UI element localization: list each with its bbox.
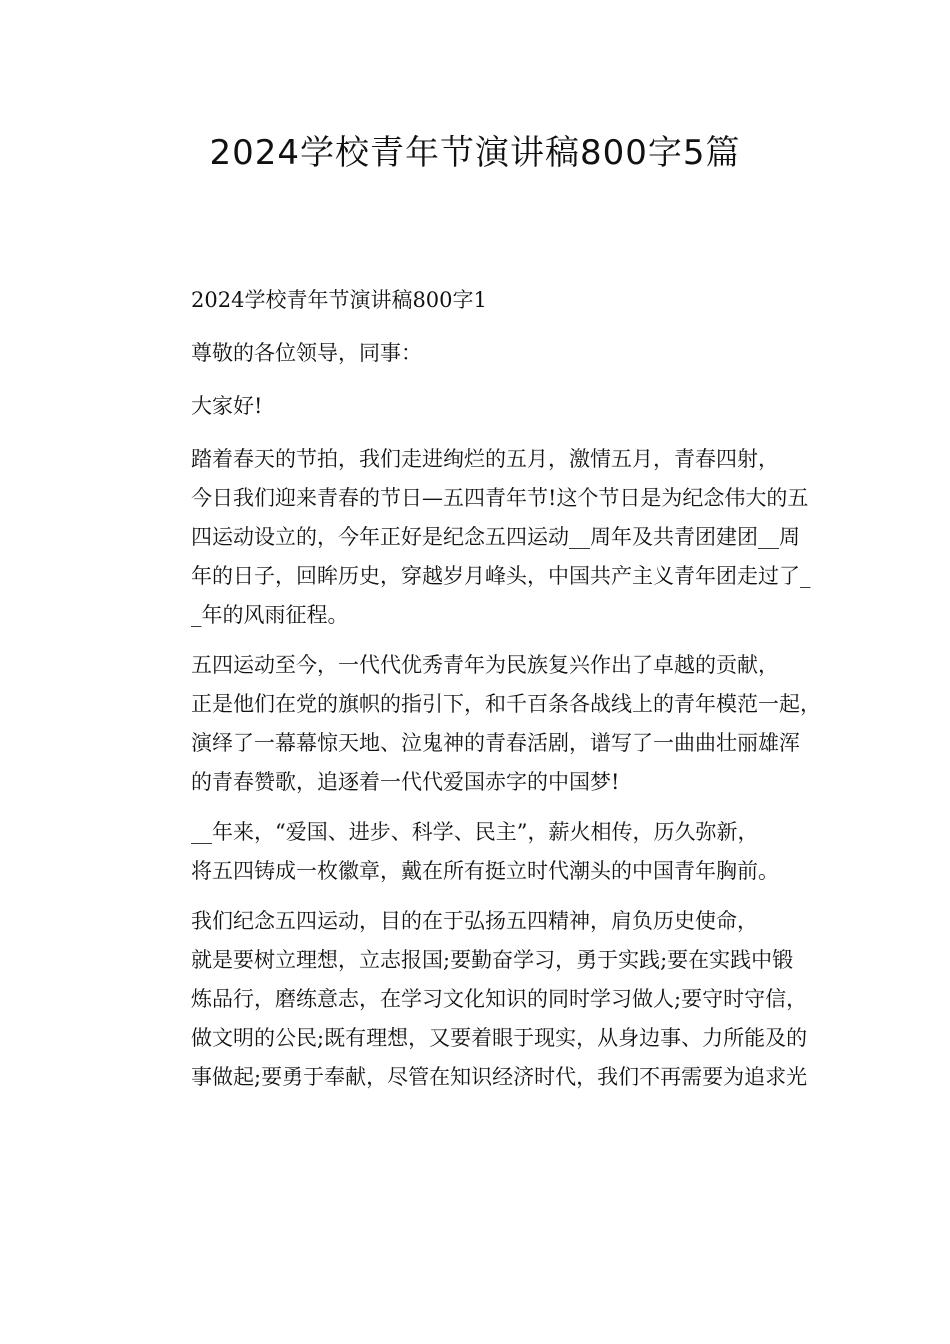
paragraph-body: [145, 646, 830, 802]
paragraph-heading: [145, 281, 830, 320]
paragraph-line: 五四运动至今，一代代优秀青年为民族复兴作出了卓越的贡献，: [191, 653, 779, 677]
paragraph-line: 的青春赞歌，追逐着一代代爱国赤字的中国梦!: [191, 770, 620, 794]
paragraph-line: 就是要树立理想，立志报国;要勤奋学习，勇于实践;要在实践中锻: [191, 948, 794, 972]
paragraph-line: 炼品行，磨练意志，在学习文化知识的同时学习做人;要守时守信，: [191, 987, 808, 1011]
paragraph-line: 事做起;要勇于奉献，尽管在知识经济时代，我们不再需要为追求光: [191, 1065, 808, 1089]
paragraph-line: 年的日子，回眸历史，穿越岁月峰头，中国共产主义青年团走过了_: [191, 564, 811, 588]
paragraph-line: 正是他们在党的旗帜的指引下，和千百条各战线上的青年模范一起，: [191, 692, 821, 716]
paragraph-line: __年来，“爱国、进步、科学、民主”，薪火相传，历久弥新，: [191, 820, 759, 844]
paragraph-body: [145, 813, 830, 891]
paragraph-line: 做文明的公民;既有理想，又要着眼于现实，从身边事、力所能及的: [191, 1026, 808, 1050]
paragraph-body: [145, 440, 830, 635]
paragraph-line: 大家好!: [191, 394, 263, 418]
paragraph-line: 四运动设立的，今年正好是纪念五四运动__周年及共青团建团__周: [191, 525, 800, 549]
paragraph-body: [145, 902, 830, 1097]
paragraph-line: _年的风雨征程。: [191, 603, 349, 627]
document-body: [145, 281, 830, 1108]
paragraph-line: 尊敬的各位领导，同事：: [191, 341, 422, 365]
paragraph-greeting: [145, 387, 830, 426]
paragraph-line: 将五四铸成一枚徽章，戴在所有挺立时代潮头的中国青年胸前。: [191, 859, 779, 883]
paragraph-line: 今日我们迎来青春的节日—五四青年节!这个节日是为纪念伟大的五: [191, 486, 809, 510]
paragraph-line: 踏着春天的节拍，我们走进绚烂的五月，激情五月，青春四射，: [191, 447, 779, 471]
paragraph-line: 2024学校青年节演讲稿800字1: [191, 288, 487, 312]
document-title: 2024学校青年节演讲稿800字5篇: [209, 133, 741, 173]
paragraph-salutation: [145, 334, 830, 373]
paragraph-line: 演绎了一幕幕惊天地、泣鬼神的青春活剧，谱写了一曲曲壮丽雄浑: [191, 731, 800, 755]
paragraph-line: 我们纪念五四运动，目的在于弘扬五四精神，肩负历史使命，: [191, 909, 758, 933]
